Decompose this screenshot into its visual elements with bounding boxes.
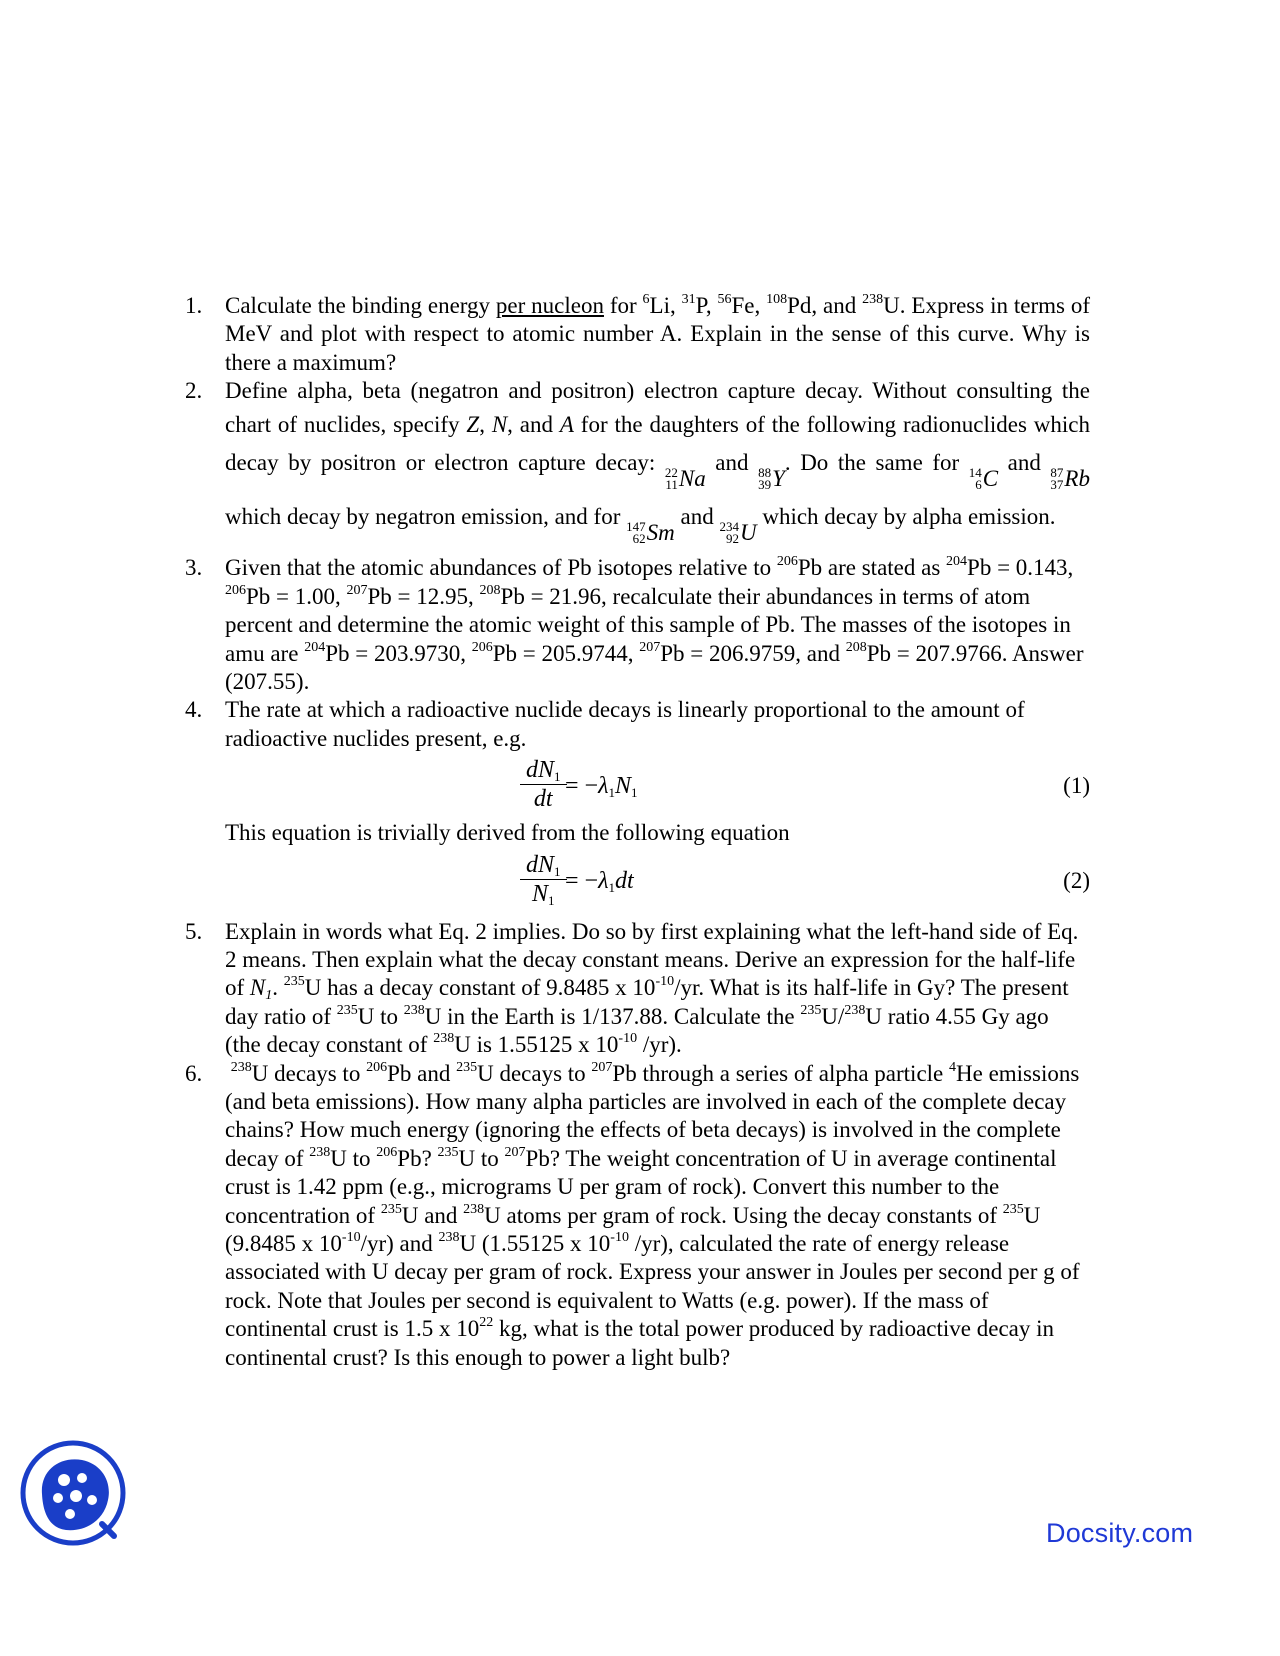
equation-2-rhs: = $-\lambda_1dt$: [565, 867, 634, 895]
equation-2-label: (2): [1063, 867, 1090, 893]
problem-list: [180, 292, 1090, 1372]
problem-4: [180, 696, 1090, 911]
equation-1: [225, 757, 1090, 817]
problem-text: Explain in words what Eq. 2 implies. Do so by first explaining what the left-hand side of Eq. 2 means. Then explain what the decay constant means. Derive an expression for the half-life of $N_1$. $^{235}$U has a decay constant of 9.8485 x $10^{-10}/yr$. What is its half-life in Gy? The present day ratio of $^{235}$U to $^{238}$U in the Earth is 1/137.88. Calculate the $^{235}$U/$^{238}$U ratio 4.55 Gy ago (the decay constant of $^{238}$U is 1.55125 x $10^{-10}$ /yr).: [225, 918, 1079, 1058]
equation-2-fraction: $\frac{dN_1}{N_1}$: [520, 852, 567, 907]
problem-number: 6.: [185, 1060, 203, 1086]
problem-number: 5.: [185, 918, 203, 944]
nuclide-y-88: 88 39 Y: [758, 464, 785, 492]
logo-graphic: [20, 1440, 126, 1546]
docsity-brand-link[interactable]: Docsity.com: [1046, 1518, 1194, 1548]
equation-2: [225, 852, 1090, 912]
problem-text-cont: This equation is trivially derived from the following equation: [225, 820, 790, 846]
nuclide-na-22: 22 11 Na: [664, 464, 706, 492]
problem-text: Calculate the binding energy per nucleon for $^6$Li, $^{31}$P, $^{56}$Fe, $^{108}$Pd, and $^{238}$U. Express in terms of MeV and plot with respect to atomic number A. Explain in the sense of this curve. Why is there a maximum?: [225, 292, 1090, 375]
problem-text: Given that the atomic abundances of Pb isotopes relative to $^{206}$Pb are stated as $^{204}$Pb = 0.143, $^{206}$Pb = 1.00, $^{207}$Pb = 12.95, $^{208}$Pb = 21.96, recalculate their abundances in terms of atom percent and determine the atomic weight of this sample of Pb. The masses of the isotopes in amu are $^{204}$Pb = 203.9730, $^{206}$Pb = 205.9744, $^{207}$Pb = 206.9759, and $^{208}$Pb = 207.9766. Answer (207.55).: [225, 554, 1084, 694]
problem-1: [180, 292, 1090, 377]
problem-number: 4.: [185, 697, 203, 723]
equation-1-rhs: = $-\lambda_1N_1$: [565, 773, 638, 801]
problem-5: [180, 918, 1090, 1060]
problem-text: Define alpha, beta (negatron and positron) electron capture decay. Without consulting the chart of nuclides, specify Z, N, and A for the daughters of the following radionuclides which decay by positron or electron capture decay: 22 11 Na and 88 39 Y . Do the same for 14 6 C and 87 37 Rb which decay by negatron emission, and for 147 62 Sm and 234 92 U which decay by alpha emission.: [225, 377, 1090, 552]
problem-6: [180, 1060, 1090, 1372]
problem-number: 2.: [185, 378, 203, 404]
problem-text: The rate at which a radioactive nuclide decays is linearly proportional to the amount of radioactive nuclides present, e.g.: [225, 697, 1025, 751]
problem-number: 3.: [185, 555, 203, 581]
problem-2: [180, 377, 1090, 552]
problem-number: 1.: [185, 293, 203, 318]
docsity-logo-icon[interactable]: [20, 1440, 126, 1546]
problem-3: [180, 554, 1090, 696]
nuclide-c-14: 14 6 C: [968, 464, 999, 492]
nuclide-sm-147: 147 62 Sm: [626, 519, 675, 547]
equation-1-fraction: $\frac{dN_1}{dt}$: [520, 757, 567, 812]
equation-1-label: (1): [1063, 773, 1090, 799]
nuclide-u-234: 234 92 U: [719, 519, 757, 547]
nuclide-rb-87: 87 37 Rb: [1050, 464, 1090, 492]
problem-text: $^{238}$U decays to $^{206}$Pb and $^{235}$U decays to $^{207}$Pb through a series of alpha particle $^4$He emissions (and beta emissions). How many alpha particles are involved in each of the complete decay chains? How much energy (ignoring the effects of beta decays) is involved in the complete decay of $^{238}$U to $^{206}$Pb? $^{235}$U to $^{207}$Pb? The weight concentration of U in average continental crust is 1.42 ppm (e.g., micrograms U per gram of rock). Convert this number to the concentration of $^{235}$U and $^{238}$U atoms per gram of rock. Using the decay constants of $^{235}$U (9.8485 x $10^{-10}/yr$) and $^{238}$U (1.55125 x $10^{-10}$ /yr), calculated the rate of energy release associated with U decay per gram of rock. Express your answer in Joules per second per g of rock. Note that Joules per second is equivalent to Watts (e.g. power). If the mass of continental crust is 1.5 x $10^{22}$ kg, what is the total power produced by radioactive decay in continental crust? Is this enough to power a light bulb?: [225, 1059, 1080, 1370]
